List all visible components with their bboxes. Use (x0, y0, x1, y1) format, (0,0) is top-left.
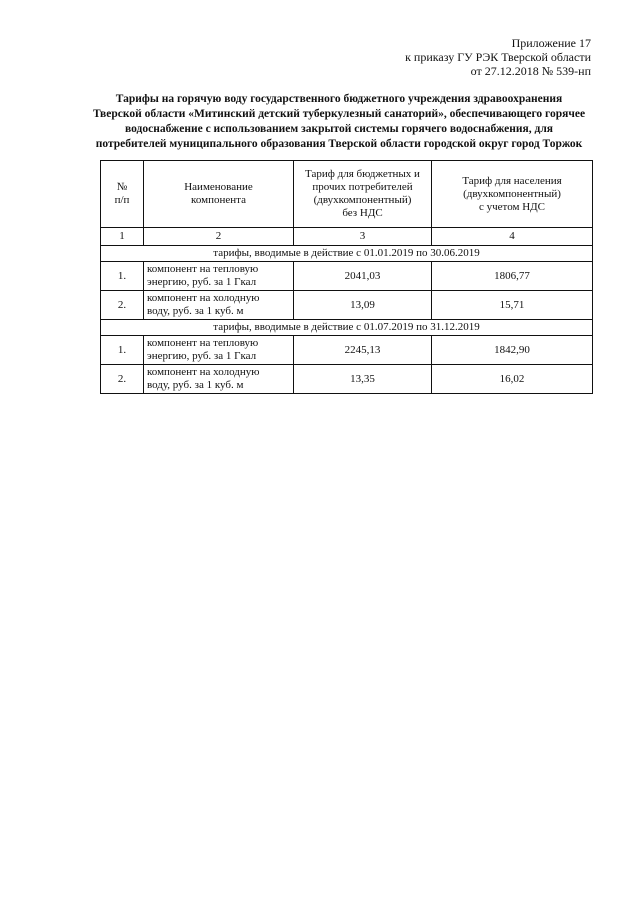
appendix-order: к приказу ГУ РЭК Тверской области (405, 50, 591, 64)
population-tariff-value: 16,02 (432, 365, 593, 394)
column-number: 2 (144, 228, 294, 246)
tariff-table (100, 160, 593, 394)
column-numbering-row (101, 228, 593, 246)
population-tariff-value: 1806,77 (432, 262, 593, 291)
header-component-name: Наименование компонента (144, 161, 294, 228)
budget-tariff-value: 13,35 (294, 365, 432, 394)
row-number: 1. (101, 262, 144, 291)
budget-tariff-value: 2041,03 (294, 262, 432, 291)
appendix-reference (405, 36, 591, 78)
table-row (101, 336, 593, 365)
table-row (101, 291, 593, 320)
table-header-row (101, 161, 593, 228)
column-number: 4 (432, 228, 593, 246)
period-label: тарифы, вводимые в действие с 01.01.2019 по 30.06.2019 (101, 246, 593, 262)
component-name: компонент на холодную воду, руб. за 1 куб. м (144, 365, 294, 394)
appendix-number: Приложение 17 (511, 36, 591, 50)
component-name: компонент на тепловую энергию, руб. за 1 Гкал (144, 262, 294, 291)
component-name: компонент на холодную воду, руб. за 1 куб. м (144, 291, 294, 320)
title-line-4: потребителей муниципального образования Тверской области городской округ город Торжок (95, 138, 583, 150)
period-row (101, 246, 593, 262)
column-number: 1 (101, 228, 144, 246)
title-line-1: Тарифы на горячую воду государственного бюджетного учреждения здравоохранения (115, 93, 563, 105)
component-name: компонент на тепловую энергию, руб. за 1 Гкал (144, 336, 294, 365)
population-tariff-value: 1842,90 (432, 336, 593, 365)
appendix-order-date: от 27.12.2018 № 539-нп (470, 64, 591, 78)
period-label: тарифы, вводимые в действие с 01.07.2019 по 31.12.2019 (101, 320, 593, 336)
title-line-2: Тверской области «Митинский детский туберкулезный санаторий», обеспечивающего горячее (92, 108, 586, 120)
header-population-tariff: Тариф для населения (двухкомпонентный) с учетом НДС (432, 161, 593, 228)
title-line-3: водоснабжение с использованием закрытой системы горячего водоснабжения, для (124, 123, 553, 135)
budget-tariff-value: 13,09 (294, 291, 432, 320)
document-title (84, 92, 594, 152)
row-number: 2. (101, 291, 144, 320)
budget-tariff-value: 2245,13 (294, 336, 432, 365)
population-tariff-value: 15,71 (432, 291, 593, 320)
period-row (101, 320, 593, 336)
row-number: 2. (101, 365, 144, 394)
row-number: 1. (101, 336, 144, 365)
header-number: № п/п (101, 161, 144, 228)
table-row (101, 262, 593, 291)
header-budget-tariff: Тариф для бюджетных и прочих потребителей (двухкомпонентный) без НДС (294, 161, 432, 228)
table-row (101, 365, 593, 394)
column-number: 3 (294, 228, 432, 246)
